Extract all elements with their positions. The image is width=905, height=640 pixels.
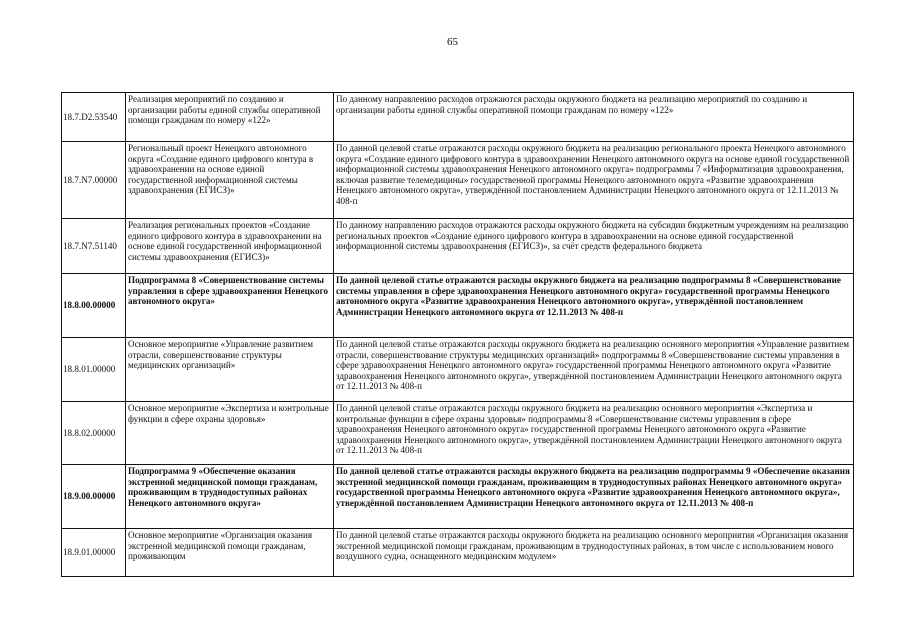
page-number: 65 [447, 36, 458, 48]
table-row [62, 142, 854, 219]
row-code: 18.7.N7.00000 [62, 142, 126, 219]
row-name: Основное мероприятие «Экспертиза и контрольные функции в сфере охраны здоровья» [126, 402, 334, 465]
row-code: 18.8.01.00000 [62, 338, 126, 402]
row-code: 18.9.01.00000 [62, 529, 126, 577]
row-description: По данной целевой статье отражаются расходы окружного бюджета на реализацию регионального проекта Ненецкого автономного округа «Создание единого цифрового контура в здравоохранении Ненецкого автономного округа на основе единой государственной информационной системы здравоохранения Ненецкого автономного округа» подпрограммы 7 «Информатизация здравоохранения, включая развитие телемедицины» государственной программы Ненецкого автономного округа «Развитие здравоохранения Ненецкого автономного округа», утверждённой постановлением Администрации Ненецкого автономного округа от 12.11.2013 № 408-п [334, 142, 854, 219]
row-name: Основное мероприятие «Организация оказания экстренной медицинской помощи гражданам, проживающим [126, 529, 334, 577]
budget-classification-table [61, 92, 854, 577]
table-row [62, 93, 854, 142]
row-description: По данной целевой статье отражаются расходы окружного бюджета на реализацию подпрограммы 9 «Обеспечение оказания экстренной медицинской помощи гражданам, проживающим в труднодоступных районах Ненецкого автономного округа» государственной программы Ненецкого автономного округа «Развитие здравоохранения Ненецкого автономного округа», утверждённой постановлением Администрации Ненецкого автономного округа от 12.11.2013 № 408-п [334, 465, 854, 529]
row-code: 18.9.00.00000 [62, 465, 126, 529]
row-description: По данной целевой статье отражаются расходы окружного бюджета на реализацию подпрограммы 8 «Совершенствование системы управления в сфере здравоохранения Ненецкого автономного округа» государственной программы Ненецкого автономного округа «Развитие здравоохранения Ненецкого автономного округа», утверждённой постановлением Администрации Ненецкого автономного округа от 12.11.2013 № 408-п [334, 274, 854, 338]
row-description: По данному направлению расходов отражаются расходы окружного бюджета на субсидии бюджетным учреждениям на реализацию региональных проектов «Создание единого цифрового контура в здравоохранении на основе единой государственной информационной системы здравоохранения (ЕГИСЗ)», за счёт средств федерального бюджета [334, 219, 854, 274]
table-row [62, 219, 854, 274]
row-name: Основное мероприятие «Управление развитием отрасли, совершенствование структуры медицинских организаций» [126, 338, 334, 402]
row-name: Подпрограмма 8 «Совершенствование системы управления в сфере здравоохранения Ненецкого автономного округа» [126, 274, 334, 338]
row-code: 18.7.D2.53540 [62, 93, 126, 142]
table-row [62, 402, 854, 465]
table-row [62, 465, 854, 529]
row-code: 18.8.02.00000 [62, 402, 126, 465]
table-row [62, 529, 854, 577]
row-code: 18.8.00.00000 [62, 274, 126, 338]
row-description: По данной целевой статье отражаются расходы окружного бюджета на реализацию основного мероприятия «Экспертиза и контрольные функции в сфере охраны здоровья» подпрограммы 8 «Совершенствование системы управления в сфере здравоохранения Ненецкого автономного округа» государственной программы Ненецкого автономного округа «Развитие здравоохранения Ненецкого автономного округа», утверждённой постановлением Администрации Ненецкого автономного округа от 12.11.2013 № 408-п [334, 402, 854, 465]
table-row [62, 274, 854, 338]
row-name: Реализация региональных проектов «Создание единого цифрового контура в здравоохранении на основе единой государственной информационной системы здравоохранения (ЕГИСЗ)» [126, 219, 334, 274]
row-description: По данной целевой статье отражаются расходы окружного бюджета на реализацию основного мероприятия «Управление развитием отрасли, совершенствование структуры медицинских организаций» подпрограммы 8 «Совершенствование системы управления в сфере здравоохранения Ненецкого автономного округа» государственной программы Ненецкого автономного округа «Развитие здравоохранения Ненецкого автономного округа», утверждённой постановлением Администрации Ненецкого автономного округа от 12.11.2013 № 408-п [334, 338, 854, 402]
row-code: 18.7.N7.51140 [62, 219, 126, 274]
table-row [62, 338, 854, 402]
row-description: По данной целевой статье отражаются расходы окружного бюджета на реализацию основного мероприятия «Организация оказания экстренной медицинской помощи гражданам, проживающим в труднодоступных районах, в том числе с использованием нового воздушного судна, оснащенного медицинским модулем» [334, 529, 854, 577]
row-name: Подпрограмма 9 «Обеспечение оказания экстренной медицинской помощи гражданам, проживающим в труднодоступных районах Ненецкого автономного округа» [126, 465, 334, 529]
row-name: Региональный проект Ненецкого автономного округа «Создание единого цифрового контура в здравоохранении на основе единой государственной информационной системы здравоохранения (ЕГИСЗ)» [126, 142, 334, 219]
row-name: Реализация мероприятий по созданию и организации работы единой службы оперативной помощи гражданам по номеру «122» [126, 93, 334, 142]
row-description: По данному направлению расходов отражаются расходы окружного бюджета на реализацию мероприятий по созданию и организации работы единой службы оперативной помощи гражданам по номеру «122» [334, 93, 854, 142]
